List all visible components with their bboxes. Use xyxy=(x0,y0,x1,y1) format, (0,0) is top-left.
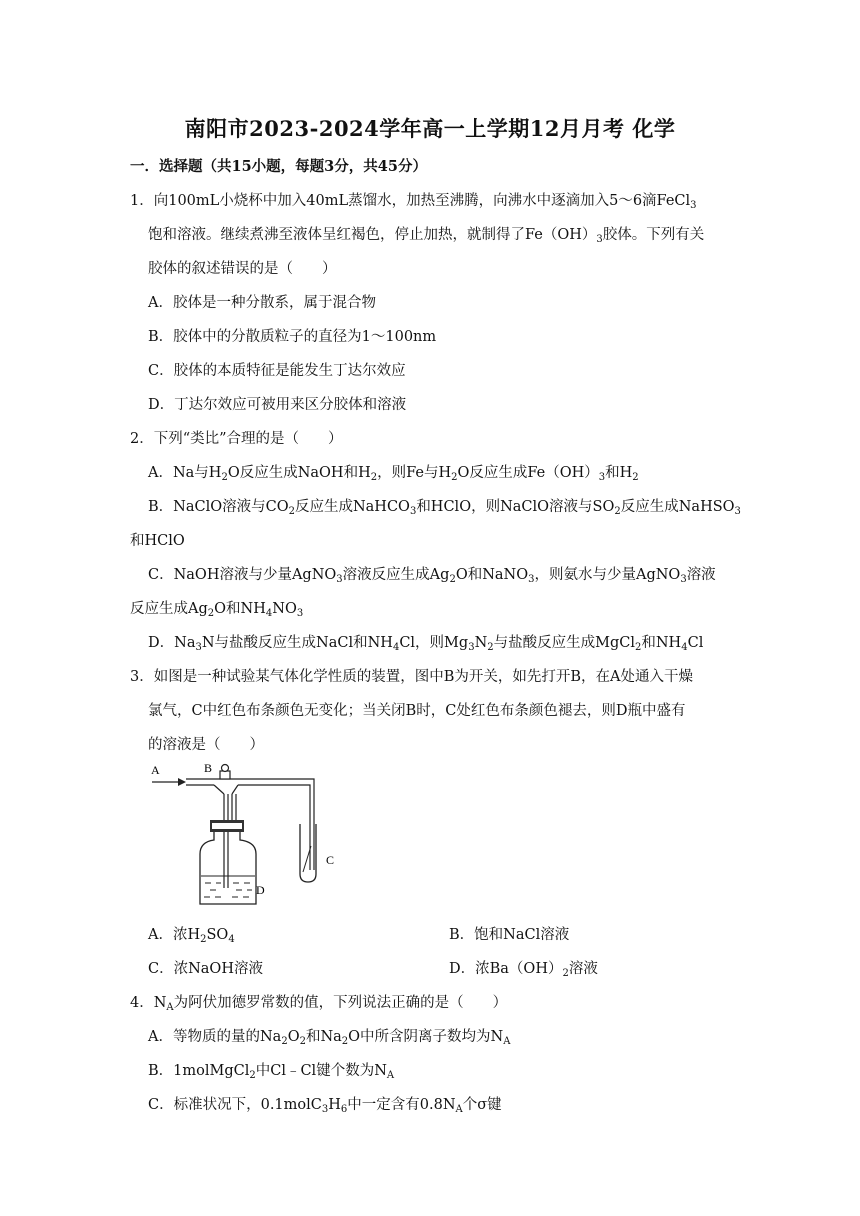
page-title: 南阳市2023-2024学年高一上学期12月月考 化学 xyxy=(184,116,676,141)
apparatus-figure xyxy=(148,760,348,910)
q1-stem-line3: 胶体的叙述错误的是（ ） xyxy=(148,261,337,277)
q3-option-a: A．浓$H_2SO_4$ xyxy=(148,927,235,945)
q4-stem: 4．$N_A$为阿伏加德罗常数的值，下列说法正确的是（ ） xyxy=(130,995,508,1013)
label-a: A xyxy=(151,763,160,777)
q3-option-c: C．浓NaOH溶液 xyxy=(148,961,263,977)
q2-option-b-line2: 和HClO xyxy=(130,533,185,549)
q4-option-b: B．1molMgCl$_2$中Cl﹣Cl键个数为$N_A$ xyxy=(148,1063,395,1081)
q3-option-d: D．浓$Ba(OH)_2$溶液 xyxy=(449,961,598,979)
q2-option-c-line1: C．NaOH溶液与少量AgNO$_3$溶液反应生成$Ag_2O$和NaNO$_3$，则氨水与少量AgNO$_3$溶液 xyxy=(148,567,716,585)
q4-option-a: A．等物质的量的$Na_2O_2$和$Na_2O$中所含阴离子数均为$N_A$ xyxy=(148,1029,511,1047)
label-b: B xyxy=(204,761,213,775)
q2-stem: 2．下列“类比”合理的是（ ） xyxy=(130,431,343,447)
q1-option-c: C．胶体的本质特征是能发生丁达尔效应 xyxy=(148,363,406,379)
apparatus-diagram xyxy=(148,760,348,910)
section-heading: 一．选择题（共15小题，每题3分，共45分） xyxy=(130,158,427,175)
stopcock-b xyxy=(220,771,230,779)
label-c: C xyxy=(326,853,335,867)
q2-option-d: D．$Na_3N$与盐酸反应生成NaCl和$NH_4Cl$，则$Mg_3N_2$与盐酸反应生成MgCl$_2$和$NH_4Cl$ xyxy=(148,635,704,653)
inlet-arrow-head xyxy=(178,778,186,786)
q1-stem-line1: 1．向100mL小烧杯中加入40mL蒸馏水，加热至沸腾，向沸水中逐滴加入5～6滴FeCl$_3$ xyxy=(130,193,697,211)
q1-option-b: B．胶体中的分散质粒子的直径为1～100nm xyxy=(148,329,437,345)
q2-option-a: A．Na与$H_2O$反应生成NaOH和$H_2$，则Fe与$H_2O$反应生成$Fe(OH)_3$和$H_2$ xyxy=(148,465,639,483)
q1-option-d: D．丁达尔效应可被用来区分胶体和溶液 xyxy=(148,397,407,413)
stopcock-knob xyxy=(222,765,229,772)
q3-stem-line2: 氯气，C中红色布条颜色无变化；当关闭B时，C处红色布条颜色褪去，则D瓶中盛有 xyxy=(148,703,686,719)
q3-stem-line3: 的溶液是（ ） xyxy=(148,737,264,753)
q4-option-c: C．标准状况下，$0.1molC_3H_6$中一定含有$0.8N_A$个σ键 xyxy=(148,1097,502,1115)
q1-stem-line2: 饱和溶液。继续煮沸至液体呈红褐色，停止加热，就制得了$Fe(OH)_3$胶体。下列有关 xyxy=(148,227,705,245)
q2-option-c-line2: 反应生成$Ag_2O$和$NH_4NO_3$ xyxy=(130,601,304,619)
label-d: D xyxy=(256,883,265,897)
q3-stem-line1: 3．如图是一种试验某气体化学性质的装置，图中B为开关，如先打开B，在A处通入干燥 xyxy=(130,669,694,685)
q3-option-b: B．饱和NaCl溶液 xyxy=(449,927,570,943)
q1-option-a: A．胶体是一种分散系，属于混合物 xyxy=(148,295,376,311)
q2-option-b-line1: B．NaClO溶液与$CO_2$反应生成NaHCO$_3$和HClO，则NaClO溶液与$SO_2$反应生成NaHSO$_3$ xyxy=(148,499,741,517)
